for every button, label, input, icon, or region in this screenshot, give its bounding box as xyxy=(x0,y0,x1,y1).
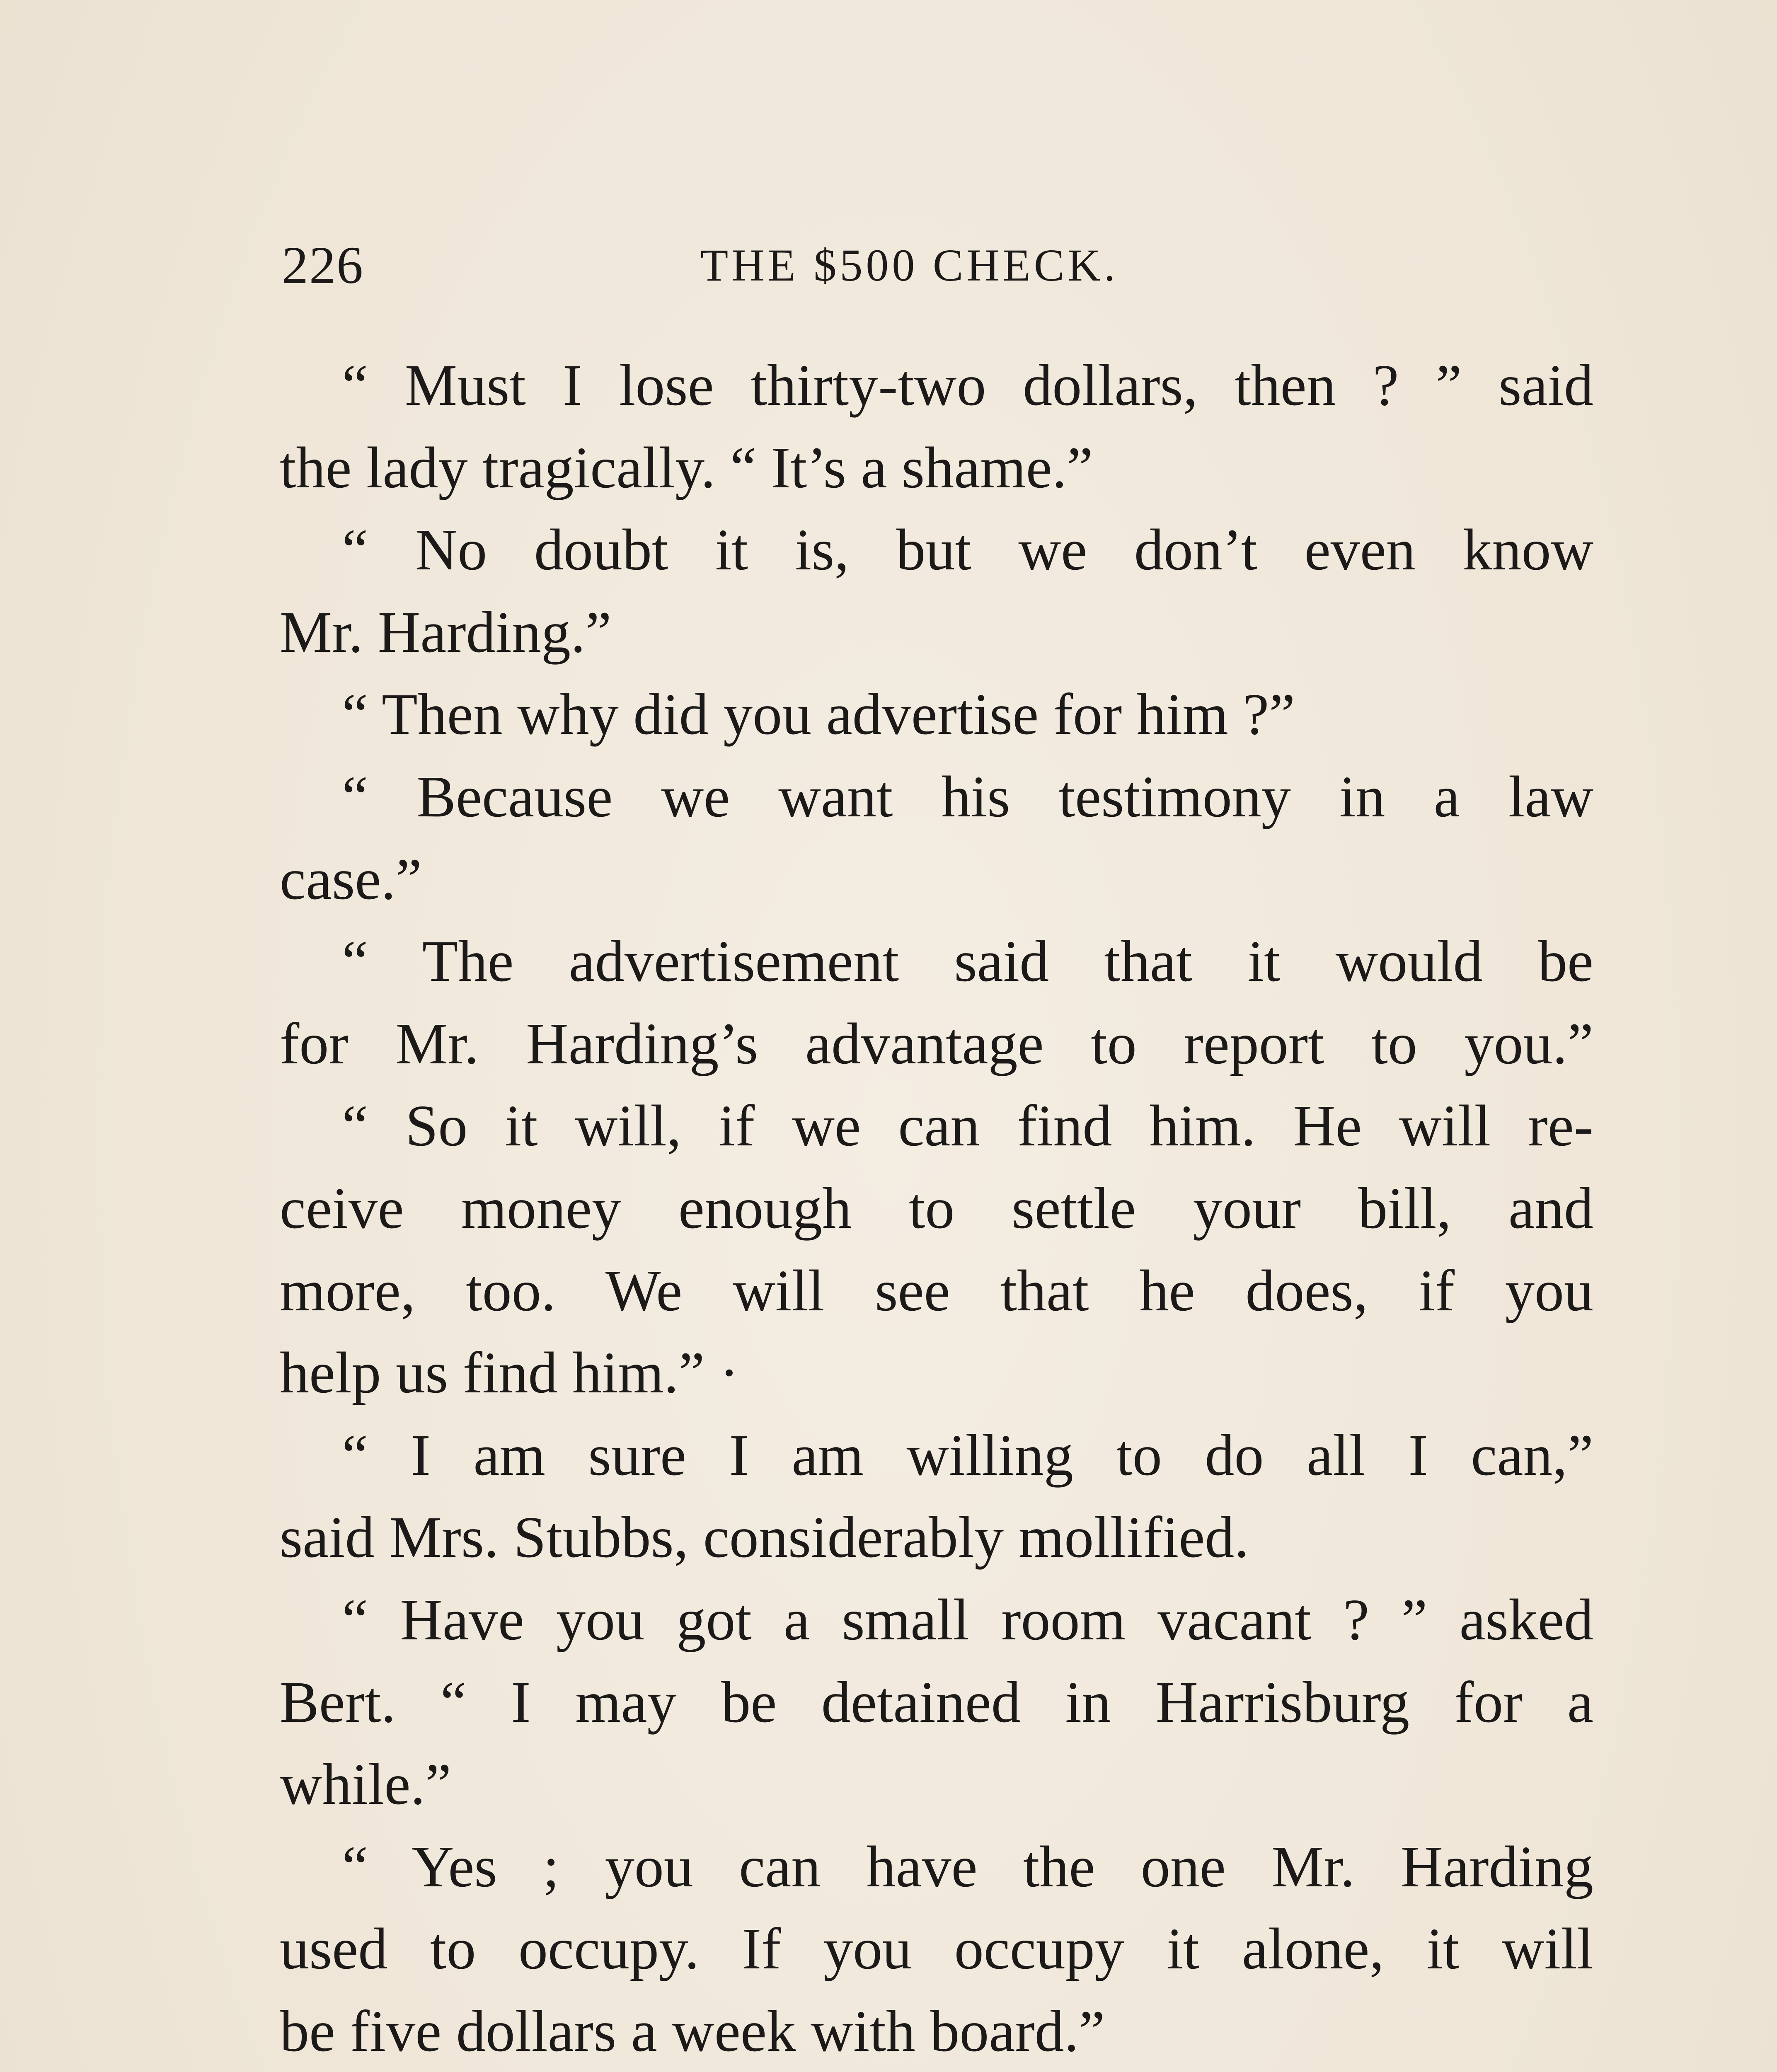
text-line: said Mrs. Stubbs, considerably mollified. xyxy=(280,1504,1249,1570)
text-line: “ Must I lose thirty-two dollars, then ? ” said xyxy=(342,352,1593,418)
text-line: used to occupy. If you occupy it alone, it will xyxy=(280,1916,1593,1982)
body-text xyxy=(280,344,1593,2072)
text-line: “ Because we want his testimony in a law xyxy=(342,763,1593,829)
text-line: for Mr. Harding’s advantage to report to you.” xyxy=(280,1010,1593,1076)
text-line: while.” xyxy=(280,1751,452,1817)
text-line: ceive money enough to settle your bill, and xyxy=(280,1175,1593,1241)
text-line: “ Then why did you advertise for him ?” xyxy=(342,681,1295,747)
text-line: “ Have you got a small room vacant ? ” asked xyxy=(342,1586,1593,1652)
text-line: more, too. We will see that he does, if you xyxy=(280,1257,1593,1323)
text-line: Bert. “ I may be detained in Harrisburg for a xyxy=(280,1669,1593,1735)
text-line: help us find him.” · xyxy=(280,1340,739,1406)
text-line: “ So it will, if we can find him. He will re- xyxy=(342,1093,1593,1159)
text-line: “ The advertisement said that it would be xyxy=(342,928,1593,994)
text-line: be five dollars a week with board.” xyxy=(280,1998,1105,2064)
text-line: “ I am sure I am willing to do all I can,” xyxy=(342,1422,1593,1488)
page-header xyxy=(282,232,1595,298)
text-line: “ Yes ; you can have the one Mr. Harding xyxy=(342,1833,1593,1899)
text-line: the lady tragically. “ It’s a shame.” xyxy=(280,434,1093,500)
text-line: “ No doubt it is, but we don’t even know xyxy=(342,517,1593,583)
running-head: THE $500 CHECK. xyxy=(700,240,1119,290)
text-line: case.” xyxy=(280,846,422,912)
page-number: 226 xyxy=(282,236,364,295)
text-line: Mr. Harding.” xyxy=(280,599,612,665)
